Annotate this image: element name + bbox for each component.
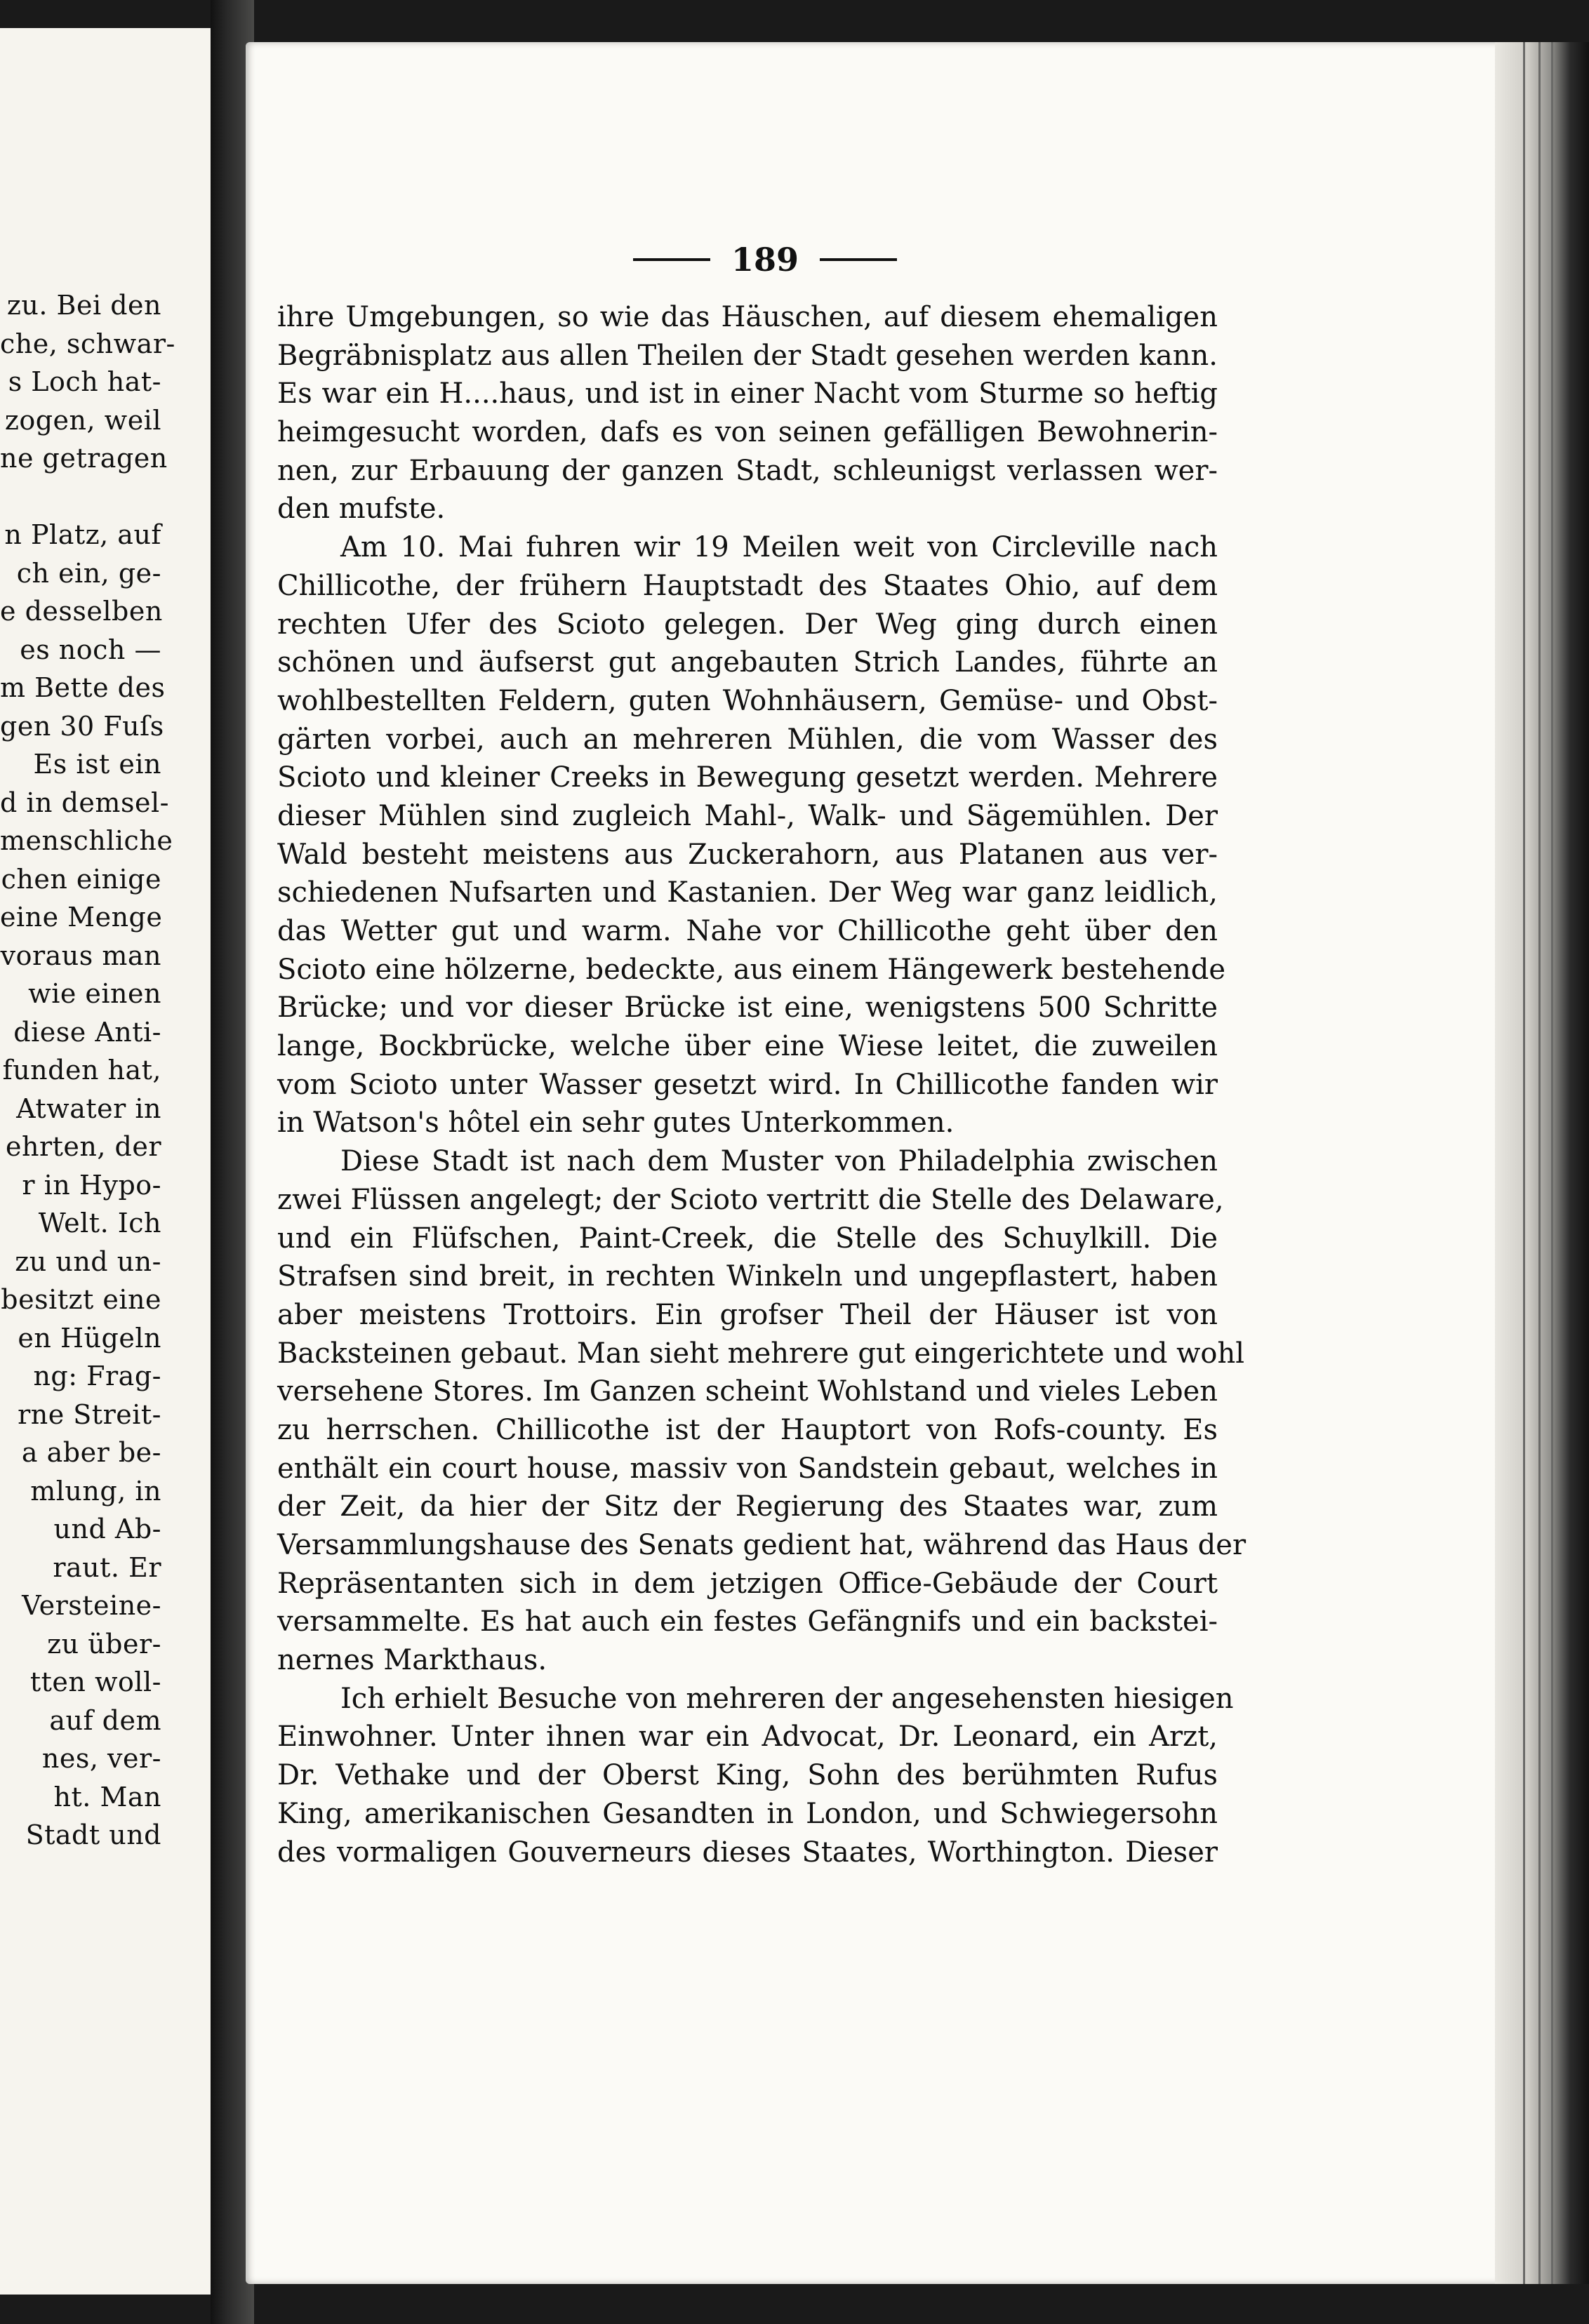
previous-page-line: ne getragen — [0, 443, 168, 474]
previous-page-line: gen 30 Fuſs — [0, 710, 164, 742]
previous-page-line: n Platz, auf — [4, 519, 161, 550]
previous-page-line — [0, 478, 211, 516]
previous-page-line: raut. Er — [53, 1551, 161, 1583]
text-line: enthält ein court house, massiv von Sandstein gebaut, welches in — [277, 1452, 1218, 1485]
text-line: rechten Ufer des Scioto gelegen. Der Weg ging durch einen — [277, 608, 1218, 641]
header-rule-right — [820, 258, 897, 261]
page-edge — [1495, 42, 1589, 2284]
page-number: 189 — [731, 241, 799, 279]
previous-page-line: zu. Bei den — [6, 290, 161, 321]
previous-page-line: ht. Man — [53, 1781, 161, 1812]
previous-page-line: zogen, weil — [4, 404, 161, 436]
text-line: schiedenen Nufsarten und Kastanien. Der Weg war ganz leidlich, — [277, 876, 1218, 909]
previous-page-line: voraus man — [0, 940, 161, 971]
text-line: ihre Umgebungen, so wie das Häuschen, auf diesem ehemaligen — [277, 301, 1218, 333]
previous-page-line: menschliche — [0, 825, 173, 856]
text-line: Ich erhielt Besuche von mehreren der angesehensten hiesigen — [340, 1682, 1234, 1715]
previous-page-line: Stadt und — [25, 1819, 161, 1850]
text-line: den mufste. — [277, 493, 446, 526]
text-line: Brücke; und vor dieser Brücke ist eine, wenigstens 500 Schritte — [277, 991, 1218, 1024]
text-line: nen, zur Erbauung der ganzen Stadt, schleunigst verlassen wer- — [277, 454, 1218, 487]
text-line: Wald besteht meistens aus Zuckerahorn, aus Platanen aus ver- — [277, 838, 1218, 871]
previous-page-line: Es ist ein — [33, 749, 161, 780]
text-line: versammelte. Es hat auch ein festes Gefängnifs und ein backstei- — [277, 1605, 1218, 1638]
previous-page-line: chen einige — [1, 863, 161, 895]
text-line: King, amerikanischen Gesandten in London, und Schwiegersohn — [277, 1797, 1218, 1830]
text-line: wohlbestellten Feldern, guten Wohnhäusern, Gemüse- und Obst- — [277, 684, 1218, 717]
text-line: Repräsentanten sich in dem jetzigen Office-Gebäude der Court — [277, 1567, 1218, 1600]
page-body-text — [277, 298, 1246, 1871]
previous-page-line: tten woll- — [29, 1667, 161, 1697]
text-line: zu herrschen. Chillicothe ist der Hauptort von Rofs-county. Es — [277, 1413, 1218, 1446]
previous-page-line: d in demsel- — [0, 787, 169, 818]
header-rule-left — [633, 258, 710, 261]
previous-page-line: r in Hypo- — [22, 1169, 161, 1201]
text-line: nernes Markthaus. — [277, 1644, 547, 1677]
page-header — [618, 239, 912, 281]
previous-page-line: Versteine- — [22, 1590, 161, 1621]
previous-page-line: s Loch hat- — [8, 366, 161, 397]
text-line: schönen und äufserst gut angebauten Strich Landes, führte an — [277, 646, 1218, 679]
text-line: Scioto und kleiner Creeks in Bewegung gesetzt werden. Mehrere — [277, 761, 1218, 794]
text-line: heimgesucht worden, dafs es von seinen gefälligen Bewohnerin- — [277, 416, 1218, 449]
text-line: Chillicothe, der frühern Hauptstadt des Staates Ohio, auf dem — [277, 569, 1218, 602]
text-line: aber meistens Trottoirs. Ein grofser Theil der Häuser ist von — [277, 1298, 1218, 1331]
previous-page-line: besitzt eine — [1, 1284, 161, 1315]
previous-page-line: rne Streit- — [18, 1398, 161, 1430]
previous-page-line: en Hügeln — [18, 1322, 161, 1354]
previous-page-line: nes, ver- — [41, 1743, 161, 1774]
previous-page-line: Welt. Ich — [38, 1208, 161, 1238]
previous-page-line: Atwater in — [16, 1093, 161, 1124]
previous-page-line: m Bette des — [0, 672, 166, 703]
text-line: Versammlungshause des Senats gedient hat, während das Haus der — [277, 1529, 1246, 1561]
previous-page-line: a aber be- — [21, 1437, 161, 1468]
previous-page-line: diese Anti- — [13, 1016, 161, 1048]
previous-page-text — [0, 286, 211, 1855]
text-line: Begräbnisplatz aus allen Theilen der Stadt gesehen werden kann. — [277, 339, 1218, 372]
previous-page-line: ch ein, ge- — [16, 557, 161, 589]
previous-page-line: funden hat, — [2, 1055, 161, 1086]
previous-page-line: eine Menge — [0, 902, 163, 933]
previous-page-line: ehrten, der — [6, 1131, 161, 1162]
previous-page-line: che, schwar- — [0, 328, 175, 359]
text-line: Scioto eine hölzerne, bedeckte, aus einem Hängewerk bestehende — [277, 953, 1226, 986]
text-line: Einwohner. Unter ihnen war ein Advocat, Dr. Leonard, ein Arzt, — [277, 1721, 1218, 1754]
previous-page — [0, 28, 215, 2295]
previous-page-line: wie einen — [28, 978, 161, 1009]
previous-page-line: zu über- — [47, 1628, 161, 1659]
text-line: Backsteinen gebaut. Man sieht mehrere gut eingerichtete und wohl — [277, 1337, 1245, 1370]
text-line: zwei Flüssen angelegt; der Scioto vertritt die Stelle des Delaware, — [277, 1183, 1224, 1216]
previous-page-line: e desselben — [0, 596, 163, 627]
text-line: versehene Stores. Im Ganzen scheint Wohlstand und vieles Leben — [277, 1375, 1218, 1408]
text-line: Am 10. Mai fuhren wir 19 Meilen weit von Circleville nach — [340, 531, 1218, 564]
previous-page-line: ng: Frag- — [33, 1361, 161, 1391]
text-line: Strafsen sind breit, in rechten Winkeln und ungepflastert, haben — [277, 1260, 1218, 1293]
text-line: Es war ein H....haus, und ist in einer Nacht vom Sturme so heftig — [277, 378, 1218, 410]
text-line: lange, Bockbrücke, welche über eine Wiese leitet, die zuweilen — [277, 1030, 1218, 1063]
text-line: gärten vorbei, auch an mehreren Mühlen, die vom Wasser des — [277, 723, 1218, 756]
previous-page-line: es noch — — [20, 634, 161, 665]
text-line: Diese Stadt ist nach dem Muster von Philadelphia zwischen — [340, 1145, 1218, 1178]
text-line: vom Scioto unter Wasser gesetzt wird. In Chillicothe fanden wir — [277, 1068, 1218, 1101]
text-line: Dr. Vethake und der Oberst King, Sohn des berühmten Rufus — [277, 1759, 1218, 1792]
previous-page-line: zu und un- — [15, 1246, 161, 1277]
previous-page-line: mlung, in — [30, 1475, 161, 1507]
text-line: und ein Flüfschen, Paint-Creek, die Stelle des Schuylkill. Die — [277, 1222, 1218, 1255]
text-line: dieser Mühlen sind zugleich Mahl-, Walk- und Sägemühlen. Der — [277, 799, 1218, 832]
previous-page-line: und Ab- — [53, 1514, 161, 1544]
text-line: das Wetter gut und warm. Nahe vor Chillicothe geht über den — [277, 915, 1218, 947]
text-line: der Zeit, da hier der Sitz der Regierung des Staates war, zum — [277, 1490, 1218, 1523]
text-line: in Watson's hôtel ein sehr gutes Unterkommen. — [277, 1107, 955, 1140]
previous-page-line: auf dem — [49, 1704, 161, 1736]
text-line: des vormaligen Gouverneurs dieses Staates, Worthington. Dieser — [277, 1836, 1218, 1869]
